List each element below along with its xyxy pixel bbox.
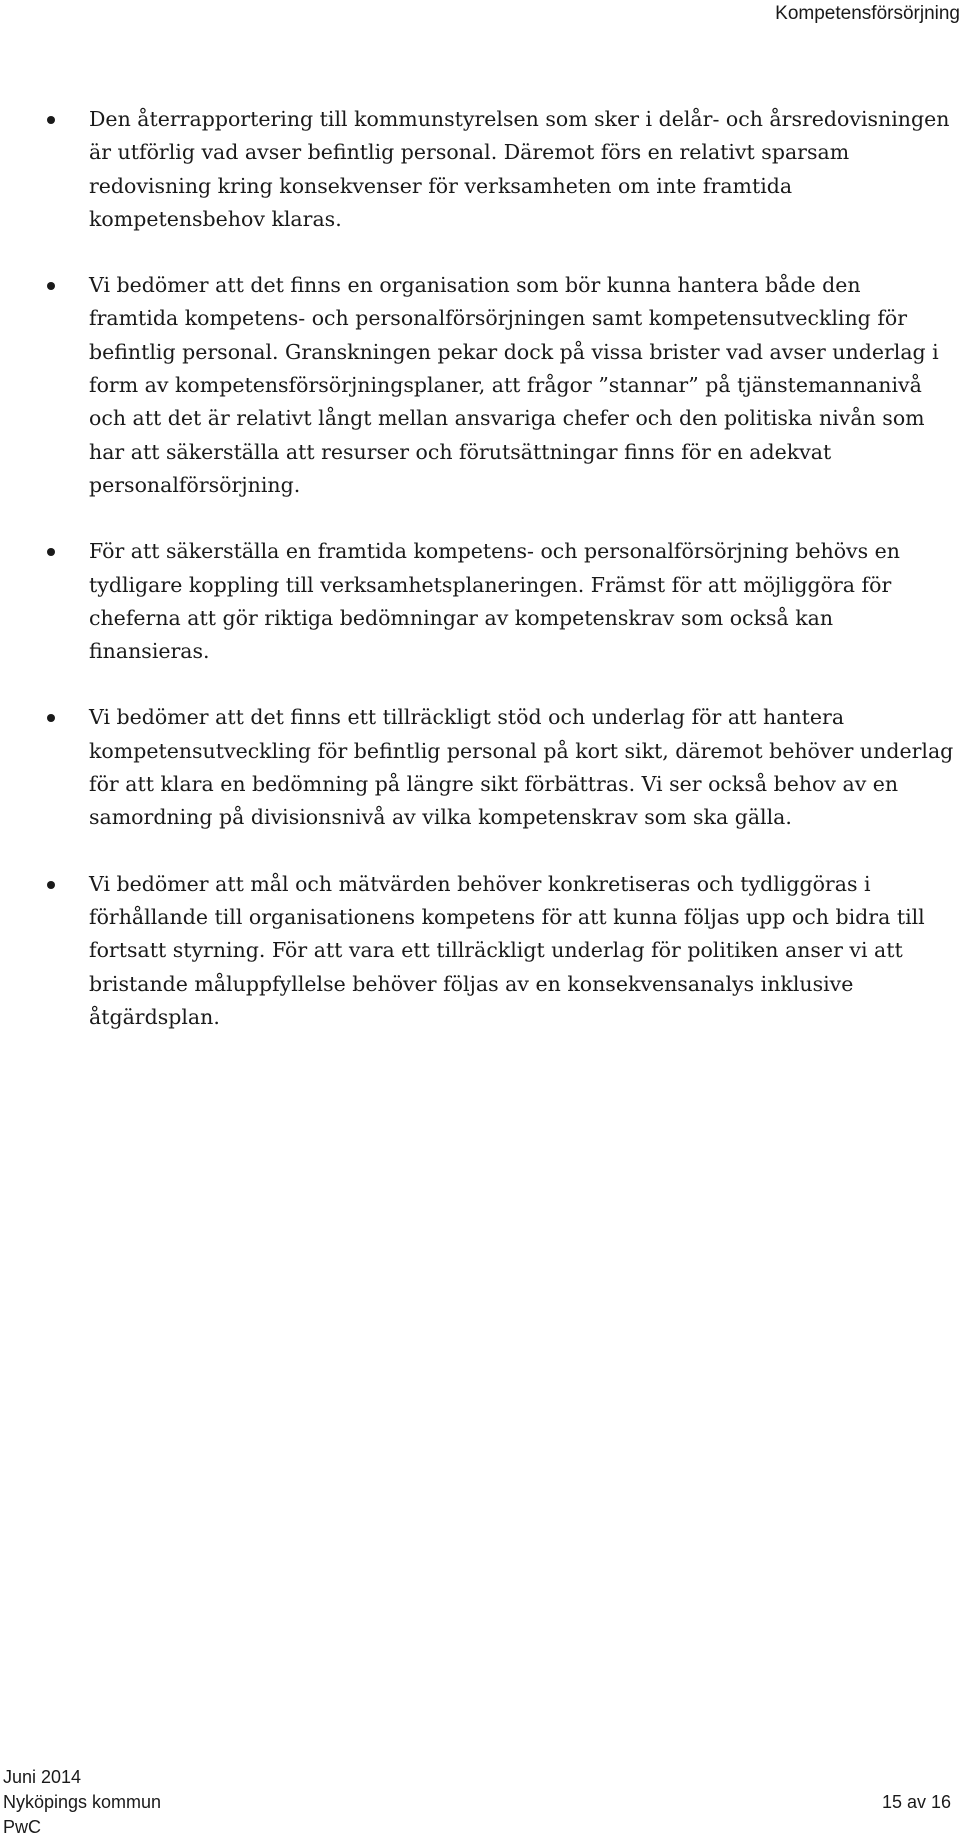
list-item-text: Vi bedömer att det finns ett tillräckligt stöd och underlag för att hantera kompetensutveckling för befintlig personal på kort sikt, däremot behöver underlag för att klara en bedömning på längre sikt förbättras. Vi ser också behov av en samordning på divisionsnivå av vilka kompetenskrav som ska gälla. <box>89 705 954 830</box>
footer-organization: Nyköpings kommun <box>3 1792 162 1812</box>
footer-org-row <box>3 1790 951 1815</box>
list-item-text: Vi bedömer att det finns en organisation som bör kunna hantera både den framtida kompetens- och personalförsörjningen samt kompetensutveckling för befintlig personal. Granskningen pekar dock på vissa brister vad avser underlag i form av kompetensförsörjningsplaner, att frågor ”stannar” på tjänstemannanivå och att det är relativt långt mellan ansvariga chefer och den politiska nivån som har att säkerställa att resurser och förutsättningar finns för en adekvat personalförsörjning. <box>89 273 939 497</box>
list-item-text: Vi bedömer att mål och mätvärden behöver konkretiseras och tydliggöras i förhållande till organisationens kompetens för att kunna följas upp och bidra till fortsatt styrning. För att vara ett tillräckligt underlag för politiken anser vi att bristande måluppfyllelse behöver följas av en konsekvensanalys inklusive åtgärdsplan. <box>89 871 925 1029</box>
list-item-text: Den återrapportering till kommunstyrelsen som sker i delår- och årsredovisningen är utförlig vad avser befintlig personal. Däremot förs en relativt sparsam redovisning kring konsekvenser för verksamheten om inte framtida kompetensbehov klaras. <box>89 107 950 231</box>
bullet-dot-icon <box>47 714 55 722</box>
bullet-dot-icon <box>47 548 55 556</box>
list-item <box>0 535 960 668</box>
bullet-dot-icon <box>47 282 55 290</box>
list-item <box>0 701 960 834</box>
running-header: Kompetensförsörjning <box>775 3 960 24</box>
footer-date: Juni 2014 <box>3 1767 82 1787</box>
bullet-dot-icon <box>47 116 55 124</box>
bullet-dot-icon <box>47 881 55 889</box>
footer-date-row <box>3 1765 951 1790</box>
page-footer <box>3 1765 951 1840</box>
page-number: 15 av 16 <box>881 1792 951 1812</box>
footer-company-row <box>3 1815 951 1840</box>
list-item <box>0 868 960 1034</box>
bullet-list <box>0 103 960 1067</box>
list-item <box>0 269 960 502</box>
footer-company: PwC <box>3 1817 42 1837</box>
list-item-text: För att säkerställa en framtida kompetens- och personalförsörjning behövs en tydligare koppling till verksamhetsplaneringen. Främst för att möjliggöra för cheferna att gör riktiga bedömningar av kompetenskrav som också kan finansieras. <box>89 539 900 664</box>
list-item <box>0 103 960 236</box>
